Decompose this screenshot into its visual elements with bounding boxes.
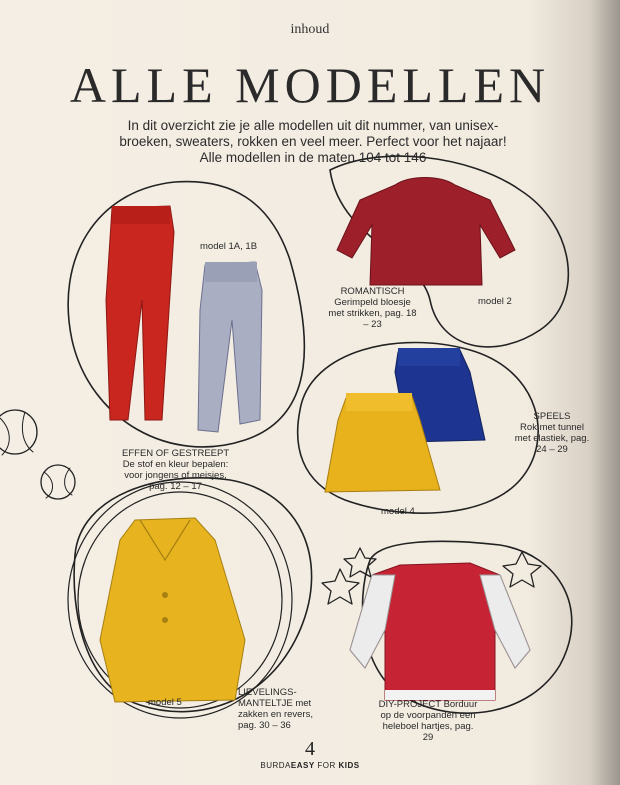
caption-heading: EFFEN OF GESTREEPT [122,448,229,459]
brand-burda: BURDA [260,761,291,770]
model-caption [118,448,233,492]
caption-body: Borduur op de voorpanden een heleboel hartjes, pag. 29 [380,699,478,743]
caption-body: Rok met tunnel met elastiek, pag. 24 – 29 [514,422,590,455]
caption-heading: SPEELS [533,411,571,422]
model-tag: model 5 [148,697,182,708]
model-caption [512,411,592,455]
page-number: 4 [305,738,315,760]
ball-icon [0,410,37,454]
circle-model-1 [68,182,304,447]
caption-body: Gerimpeld bloesje met strikken, pag. 18 – 23 [328,297,417,330]
brand-for: FOR [314,761,339,770]
model-caption [238,687,328,731]
brand-footer [0,761,620,770]
caption-heading: DIY-PROJECT [378,699,441,710]
model-caption [325,286,420,330]
intro-text: In dit overzicht zie je alle modellen uit dit nummer, van unisex-broeken, sweaters, rokken en veel meer. Perfect voor het najaar! Alle modellen in de maten 104 tot 146 [119,118,507,165]
red-trousers [106,206,174,420]
caption-body: met zakken en revers, pag. 30 – 36 [238,698,313,731]
striped-trousers [198,262,262,432]
burgundy-blouse [337,178,515,286]
caption-body: De stof en kleur bepalen: voor jongens of meisjes, pag. 12 – 17 [122,459,229,492]
varsity-jacket [350,563,530,700]
model-tag: model 4 [381,506,415,517]
caption-heading: ROMANTISCH [340,286,405,297]
model-tag: model 1A, 1B [200,241,258,252]
yellow-coat [100,518,245,702]
star-icon [344,548,376,577]
brand-kids: KIDS [338,761,360,770]
model-tag: model 2 [478,296,512,307]
page-title: ALLE MODELLEN [69,57,551,113]
brand-easy: EASY [290,761,315,770]
caption-heading: LIEVELINGS-MANTELTJE [238,687,297,709]
section-label: inhoud [290,22,330,37]
model-caption [378,699,478,743]
